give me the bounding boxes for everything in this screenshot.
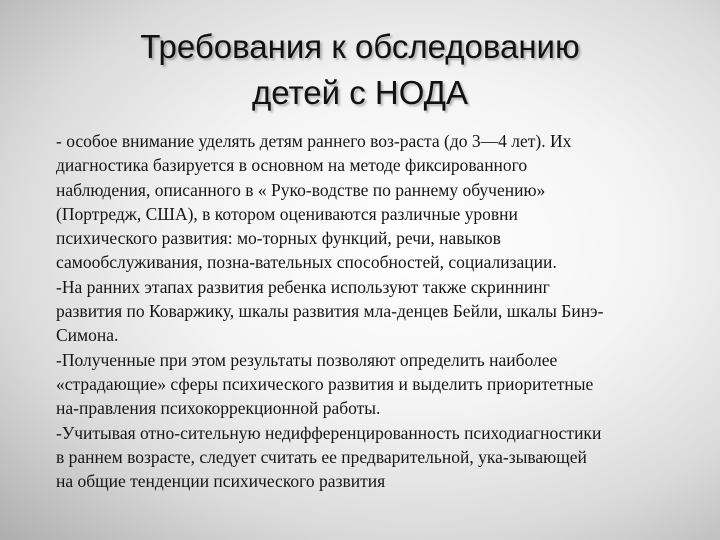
paragraph-results-priorities — [56, 348, 708, 421]
text-line: -Учитывая отно-сительную недифференцированность психодиагностики — [56, 422, 602, 443]
paragraph-screening-scales — [56, 275, 708, 348]
text-line: развития по Коваржику, шкалы развития мла-денцев Бейли, шкалы Бинэ- — [56, 301, 604, 322]
paragraph-preliminary-diagnosis — [56, 421, 708, 494]
text-line: на общие тенденции психического развития — [56, 471, 386, 492]
text-line: наблюдения, описанного в « Руко-водстве по раннему обучению» — [56, 179, 546, 200]
slide-title-line-1: Требования к обследованию — [140, 28, 580, 65]
text-line: на-правления психокоррекционной работы. — [56, 398, 381, 419]
text-line: самообслуживания, позна-вательных способностей, социализации. — [56, 252, 557, 273]
text-line: диагностика базируется в основном на методе фиксированного — [56, 155, 528, 176]
text-line: - особое внимание уделять детям раннего воз-раста (до 3—4 лет). Их — [56, 131, 572, 151]
text-line: «страдающие» сферы психического развития и выделить приоритетные — [56, 373, 594, 394]
text-line: -На ранних этапах развития ребенка используют также скриннинг — [56, 276, 550, 297]
text-line: Симона. — [56, 325, 119, 346]
text-line: (Портредж, США), в котором оцениваются различные уровни — [56, 203, 518, 224]
text-line: в раннем возрасте, следует считать ее предварительной, ука-зывающей — [56, 446, 587, 467]
slide-title — [40, 24, 680, 116]
slide-body — [56, 129, 708, 493]
text-line: -Полученные при этом результаты позволяют определить наиболее — [56, 349, 558, 370]
paragraph-early-age-observation — [56, 129, 708, 275]
text-line: психического развития: мо-торных функций, речи, навыков — [56, 228, 501, 249]
slide-title-line-2: детей с НОДА — [251, 74, 468, 111]
